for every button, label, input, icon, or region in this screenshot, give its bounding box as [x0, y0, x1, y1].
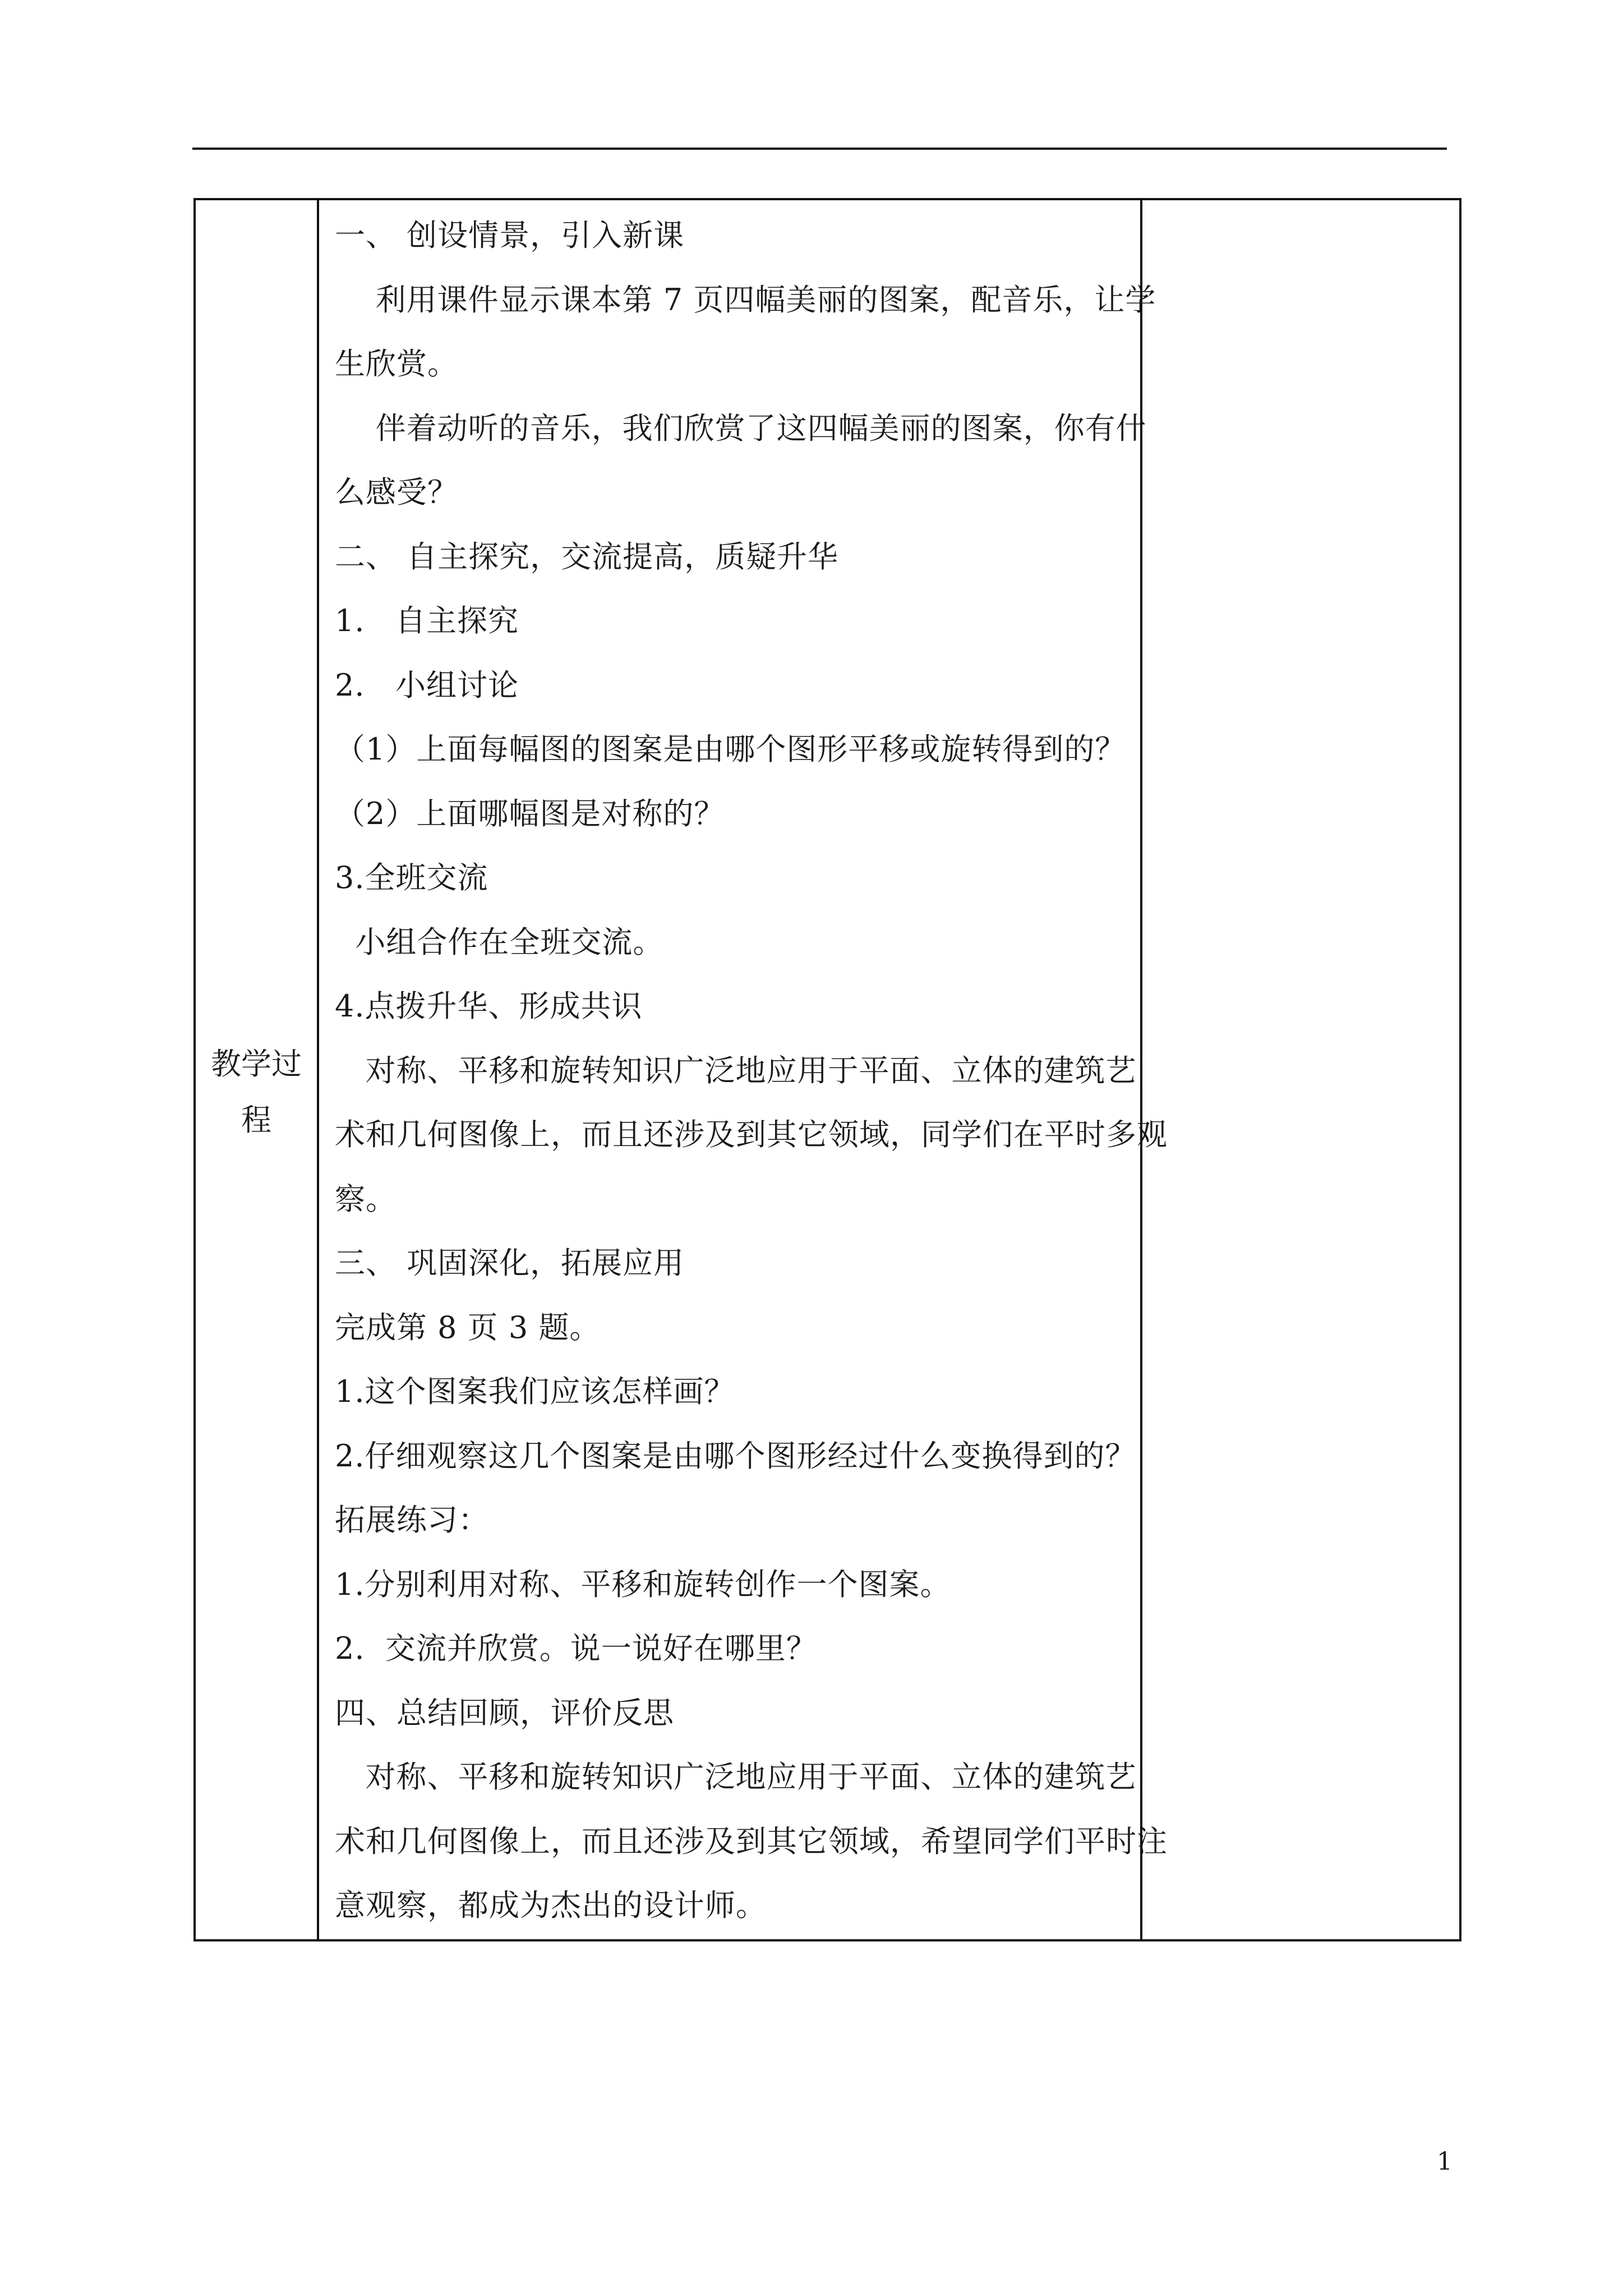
header-rule — [192, 148, 1447, 150]
content-line: （2）上面哪幅图是对称的？ — [335, 795, 725, 831]
content-line: 术和几何图像上，而且还涉及到其它领域，同学们在平时多观 — [335, 1117, 1168, 1152]
content-line: 意观察，都成为杰出的设计师。 — [335, 1888, 767, 1923]
lesson-table — [193, 198, 1461, 1941]
row-label-cell — [196, 200, 317, 1939]
content-line: 2.仔细观察这几个图案是由哪个图形经过什么变换得到的？ — [335, 1438, 1136, 1474]
content-line: 二、 自主探究，交流提高，质疑升华 — [335, 539, 839, 574]
page-number: 1 — [1437, 2147, 1453, 2176]
content-line: 一、 创设情景，引入新课 — [335, 218, 685, 253]
content-line: 完成第 8 页 3 题。 — [335, 1309, 601, 1345]
content-line: 1.这个图案我们应该怎样画？ — [335, 1374, 735, 1409]
content-line: 察。 — [335, 1181, 396, 1217]
content-line: 对称、平移和旋转知识广泛地应用于平面、立体的建筑艺 — [335, 1759, 1137, 1795]
content-line: 术和几何图像上，而且还涉及到其它领域，希望同学们平时注 — [335, 1823, 1168, 1859]
content-line: 1.分别利用对称、平移和旋转创作一个图案。 — [335, 1566, 951, 1602]
content-line: 3.全班交流 — [335, 860, 488, 895]
content-line: 2. 小组讨论 — [335, 667, 519, 703]
content-line: 小组合作在全班交流。 — [335, 924, 664, 960]
content-line: 1. 自主探究 — [335, 603, 519, 638]
content-line: 拓展练习： — [335, 1502, 489, 1538]
row-label-line-1: 教学过 — [211, 1046, 302, 1082]
column-divider-left — [317, 200, 319, 1939]
content-line: 生欣赏。 — [335, 346, 458, 381]
content-line: 伴着动听的音乐，我们欣赏了这四幅美丽的图案，你有什 — [335, 410, 1147, 446]
content-line: 4.点拨升华、形成共识 — [335, 988, 643, 1024]
row-label — [206, 1036, 307, 1148]
row-label-line-2: 程 — [241, 1102, 271, 1138]
content-line: （1）上面每幅图的图案是由哪个图形平移或旋转得到的？ — [335, 731, 1126, 767]
content-line: 么感受？ — [335, 475, 458, 510]
content-line: 对称、平移和旋转知识广泛地应用于平面、立体的建筑艺 — [335, 1052, 1137, 1088]
content-line: 利用课件显示课本第 7 页四幅美丽的图案，配音乐，让学 — [335, 282, 1156, 318]
content-line: 三、 巩固深化，拓展应用 — [335, 1245, 685, 1281]
notes-cell — [1142, 200, 1459, 1939]
content-line: 四、总结回顾，评价反思 — [335, 1695, 674, 1731]
content-line: 2. 交流并欣赏。说一说好在哪里？ — [335, 1631, 817, 1666]
